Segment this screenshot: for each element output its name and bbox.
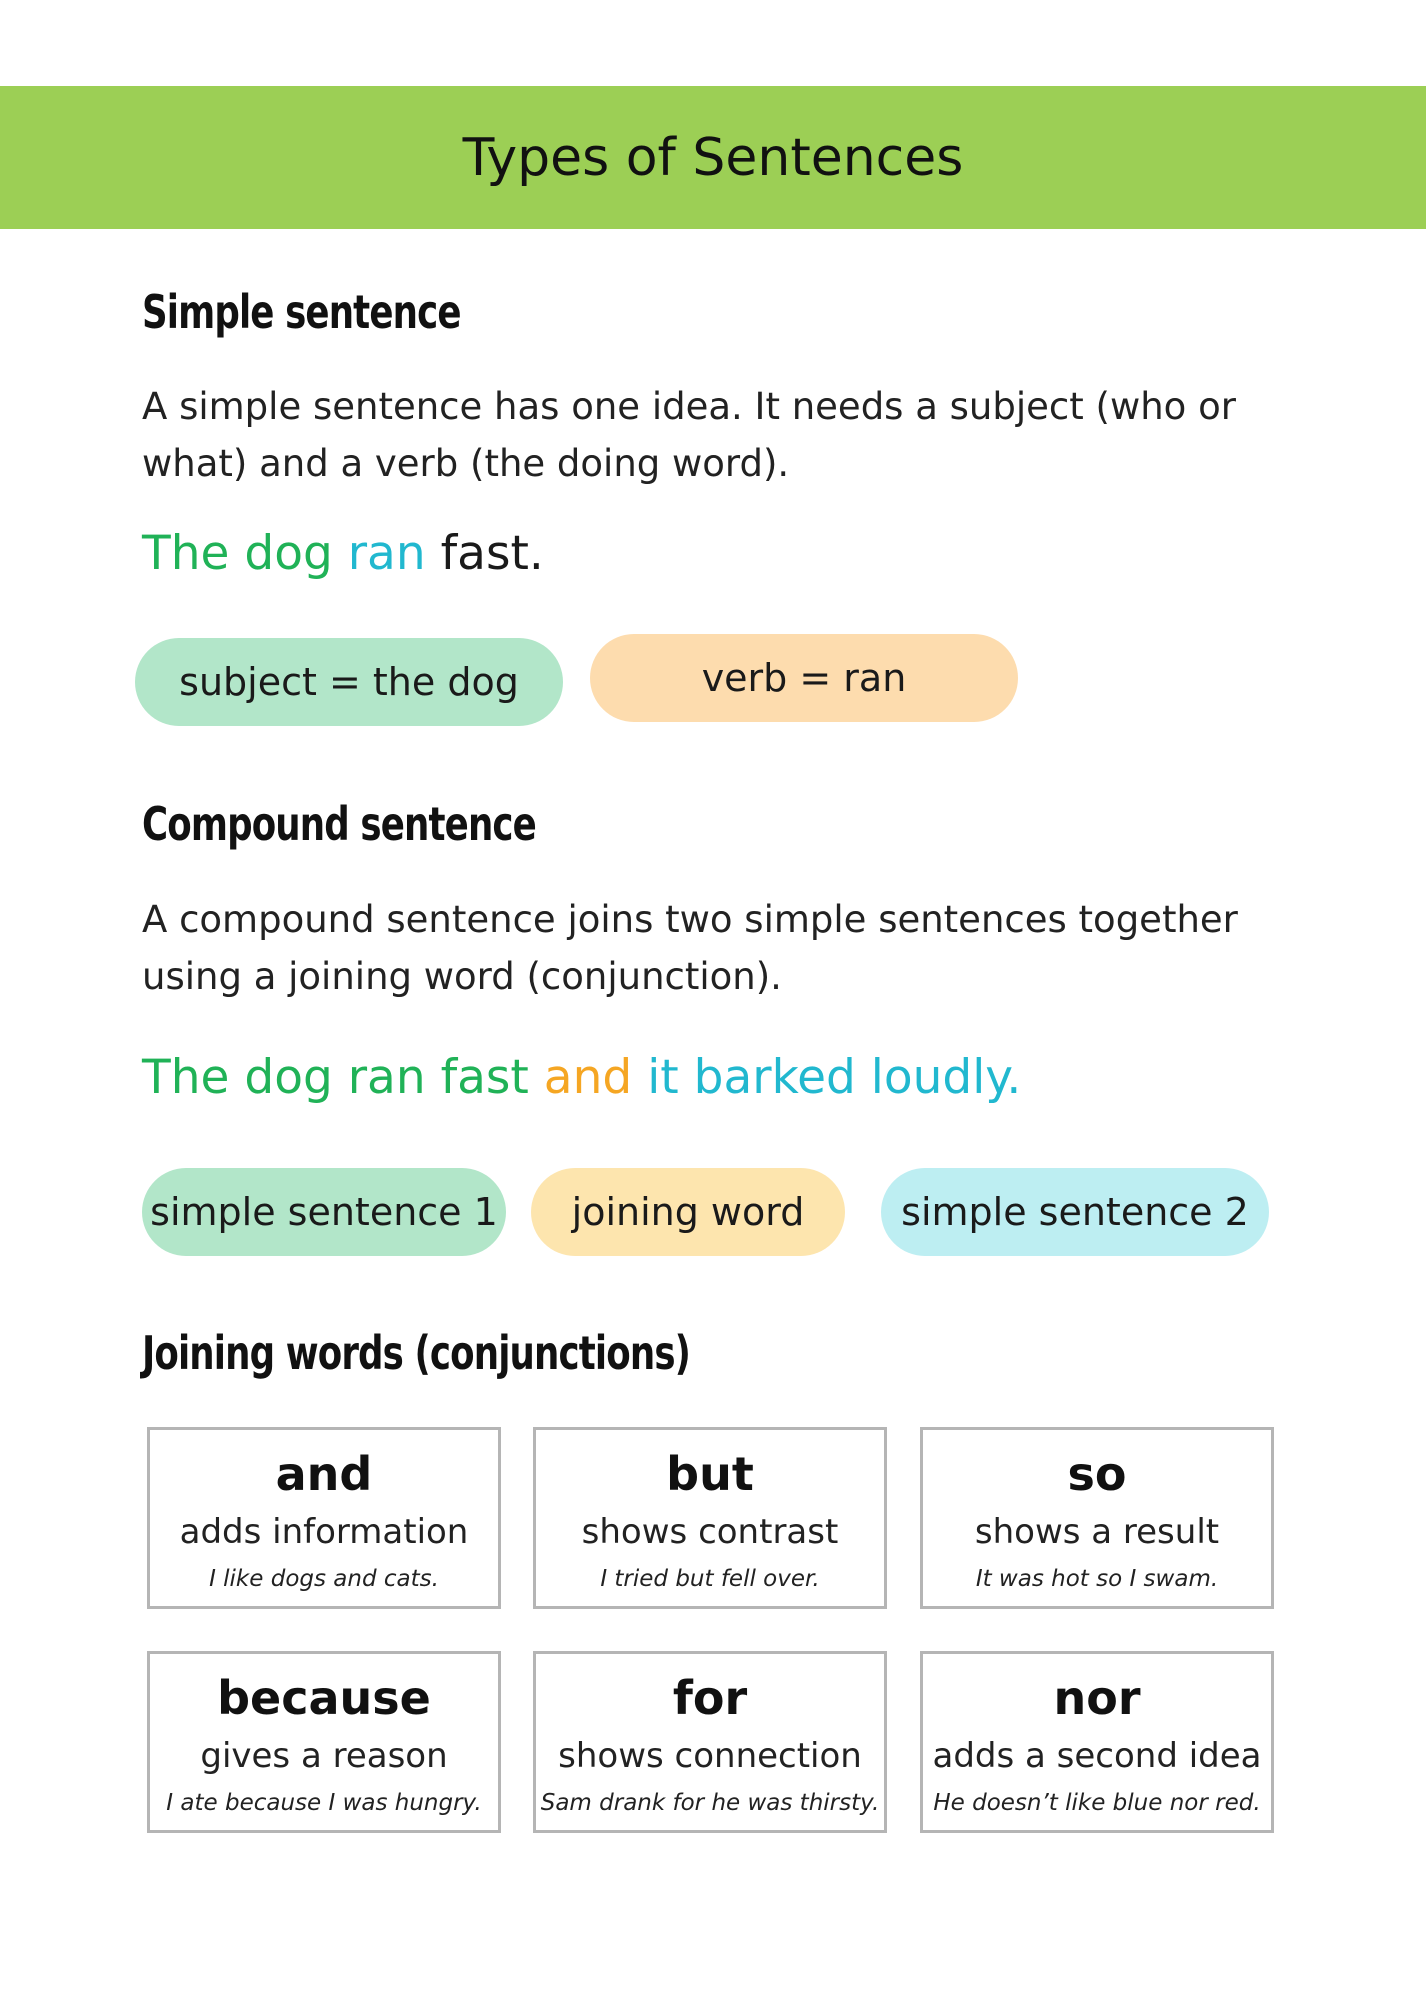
title-banner [0, 86, 1426, 229]
conjunction-example: It was hot so I swam. [975, 1566, 1219, 1592]
conjunction-word: but [666, 1447, 754, 1501]
conjunction-example: I tried but fell over. [600, 1566, 820, 1592]
conjunction-card-because [147, 1651, 501, 1833]
verb-pill: verb = ran [590, 634, 1018, 722]
joining-word-pill: joining word [531, 1168, 845, 1256]
conjunction-word: and [275, 1447, 373, 1501]
conjunctions-heading: Joining words (conjunctions) [142, 1326, 691, 1380]
conjunction-meaning: adds information [179, 1512, 469, 1552]
conjunction-example: Sam drank for he was thirsty. [540, 1790, 880, 1816]
conjunction-card-so [920, 1427, 1274, 1609]
conjunction-example: He doesn’t like blue nor red. [933, 1790, 1261, 1816]
conjunction-meaning: gives a reason [200, 1736, 448, 1776]
conjunction-meaning: shows connection [558, 1736, 862, 1776]
example-part-1: The dog ran fast [142, 1050, 529, 1105]
example-subject: The dog [142, 526, 333, 581]
compound-sentence-description: A compound sentence joins two simple sentences together using a joining word (conjunction). [142, 898, 1238, 998]
conjunction-word: for [672, 1671, 748, 1725]
conjunction-meaning: adds a second idea [932, 1736, 1262, 1776]
simple-sentence-description: A simple sentence has one idea. It needs a subject (who or what) and a verb (the doing word). [142, 385, 1236, 485]
conjunction-word: so [1067, 1447, 1127, 1501]
example-joiner: and [543, 1050, 633, 1105]
simple-sentence-1-pill: simple sentence 1 [142, 1168, 506, 1256]
example-verb: ran [347, 526, 426, 581]
example-part-2: it barked loudly. [647, 1050, 1022, 1105]
conjunction-card-for [533, 1651, 887, 1833]
simple-sentence-example [142, 524, 544, 584]
conjunction-word: because [217, 1671, 431, 1725]
compound-sentence-heading: Compound sentence [142, 797, 536, 851]
conjunction-example: I ate because I was hungry. [166, 1790, 482, 1816]
page-title: Types of Sentences [462, 127, 964, 188]
conjunction-meaning: shows contrast [581, 1512, 839, 1552]
simple-sentence-heading: Simple sentence [142, 285, 461, 339]
conjunction-word: nor [1053, 1671, 1141, 1725]
conjunction-meaning: shows a result [974, 1512, 1220, 1552]
example-rest: fast. [440, 526, 544, 581]
conjunction-card-but [533, 1427, 887, 1609]
subject-pill: subject = the dog [135, 638, 563, 726]
conjunction-card-and [147, 1427, 501, 1609]
conjunction-card-nor [920, 1651, 1274, 1833]
conjunction-example: I like dogs and cats. [209, 1566, 439, 1592]
compound-sentence-example [142, 1048, 1021, 1108]
simple-sentence-2-pill: simple sentence 2 [881, 1168, 1269, 1256]
